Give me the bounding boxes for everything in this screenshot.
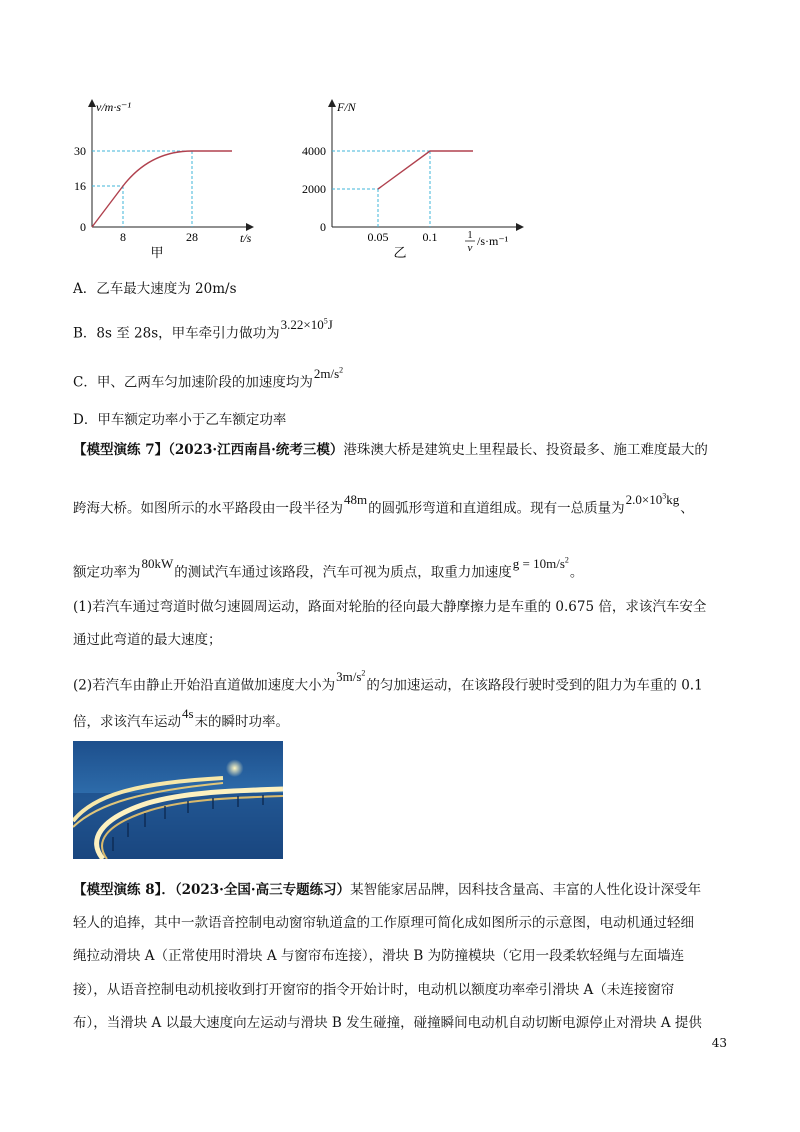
graph-yi-tick-01: 0.1 xyxy=(422,230,438,244)
radius-value: 48m xyxy=(344,492,368,508)
problem8-line1: 【模型演练 8】．（2023·全国·高三专题练习）某智能家居品牌，因科技含量高、丰富的人性化设计深受年 xyxy=(73,882,702,898)
problem7-q2-line2: 倍，求该汽车运动4s末的瞬时功率。 xyxy=(73,706,290,730)
graph-yi-tick-005: 0.05 xyxy=(367,230,389,244)
problem7-label: 【模型演练 7】（2023·江西南昌·统考三模） xyxy=(73,442,344,458)
graph-yi-x-frac-num: 1 xyxy=(467,230,473,241)
graph-jia-x-label: t/s xyxy=(240,231,252,245)
accel-value: $3m/s^2$ xyxy=(336,669,366,685)
problem8-label: 【模型演练 8】．（2023·全国·高三专题练习） xyxy=(73,882,351,898)
graph-jia-tick-28: 28 xyxy=(186,230,198,244)
graph-jia-tick-16: 16 xyxy=(74,179,86,193)
option-d: D．甲车额定功率小于乙车额定功率 xyxy=(73,412,287,428)
graph-yi-tick-0: 0 xyxy=(320,220,326,234)
graph-jia-caption: 甲 xyxy=(150,245,164,260)
option-b-math: $3.22\times 10^5J$ xyxy=(280,317,333,333)
mass-value: $2.0\times 10^3kg$ xyxy=(625,492,680,508)
graph-jia-curve xyxy=(92,151,232,227)
page-number: 43 xyxy=(711,1036,727,1050)
problem8-line3: 绳拉动滑块 A（正常使用时滑块 A 与窗帘布连接），滑块 B 为防撞模块（它用一段柔软轻绳与左面墙连 xyxy=(73,948,685,964)
option-c-math: $2m/s^2$ xyxy=(313,366,344,382)
problem7-line2: 跨海大桥。如图所示的水平路段由一段半径为48m的圆弧形弯道和直道组成。现有一总质量为$2.0\times 10^3kg$、 xyxy=(73,492,694,517)
graph-yi xyxy=(302,100,520,260)
problem8-line2: 轻人的追捧，其中一款语音控制电动窗帘轨道盒的工作原理可简化成如图所示的示意图，电动机通过轻细 xyxy=(73,915,694,931)
graph-yi-line xyxy=(378,151,473,189)
option-b xyxy=(73,317,334,343)
graph-jia-tick-0: 0 xyxy=(80,220,86,234)
graph-yi-y-label: F/N xyxy=(337,100,356,114)
problem8-line4: 接），从语音控制电动机接收到打开窗帘的指令开始计时，电动机以额度功率牵引滑块 A（未连接窗帘 xyxy=(73,982,675,998)
bridge-photo xyxy=(73,741,283,859)
problem7-q1-line1: (1)若汽车通过弯道时做匀速圆周运动，路面对轮胎的径向最大静摩擦力是车重的 0.675 倍，求该汽车安全 xyxy=(73,599,707,615)
option-c xyxy=(73,366,344,392)
option-c-text: C．甲、乙两车匀加速阶段的加速度均为 xyxy=(73,374,313,391)
graph-yi-tick-4000: 4000 xyxy=(302,144,326,158)
gravity-value: $g = 10m/s^2$ xyxy=(512,556,569,572)
graph-yi-tick-2000: 2000 xyxy=(302,182,326,196)
graph-jia-y-label: v/m·s⁻¹ xyxy=(96,100,131,114)
problem7-q2-line1: (2)若汽车由静止开始沿直道做加速度大小为$3m/s^2$的匀加速运动，在该路段行驶时受到的阻力为车重的 0.1 xyxy=(73,669,703,694)
graph-jia-tick-8: 8 xyxy=(120,230,126,244)
problem7-line3: 额定功率为80kW的测试汽车通过该路段，汽车可视为质点，取重力加速度$g = 10m/s^2$。 xyxy=(73,556,584,581)
graph-jia-tick-30: 30 xyxy=(74,144,86,158)
graph-jia xyxy=(74,100,252,260)
problem8-line5: 布），当滑块 A 以最大速度向左运动与滑块 B 发生碰撞，碰撞瞬间电动机自动切断电源停止对滑块 A 提供 xyxy=(73,1015,702,1031)
power-value: 80kW xyxy=(141,556,174,572)
problem7-line1: 【模型演练 7】（2023·江西南昌·统考三模）港珠澳大桥是建筑史上里程最长、投资最多、施工难度最大的 xyxy=(73,442,708,458)
option-a: A．乙车最大速度为 20m/s xyxy=(73,281,237,297)
graphs-area xyxy=(60,95,530,275)
time-value: 4s xyxy=(182,706,194,721)
graph-yi-caption: 乙 xyxy=(393,245,407,260)
bridge-photo-illustration xyxy=(73,741,283,859)
option-b-text: B．8s 至 28s，甲车牵引力做功为 xyxy=(73,325,280,342)
graph-yi-x-label: /s·m⁻¹ xyxy=(477,234,509,248)
problem7-q1-line2: 通过此弯道的最大速度； xyxy=(73,632,222,648)
graph-yi-x-frac-den: v xyxy=(467,242,473,254)
